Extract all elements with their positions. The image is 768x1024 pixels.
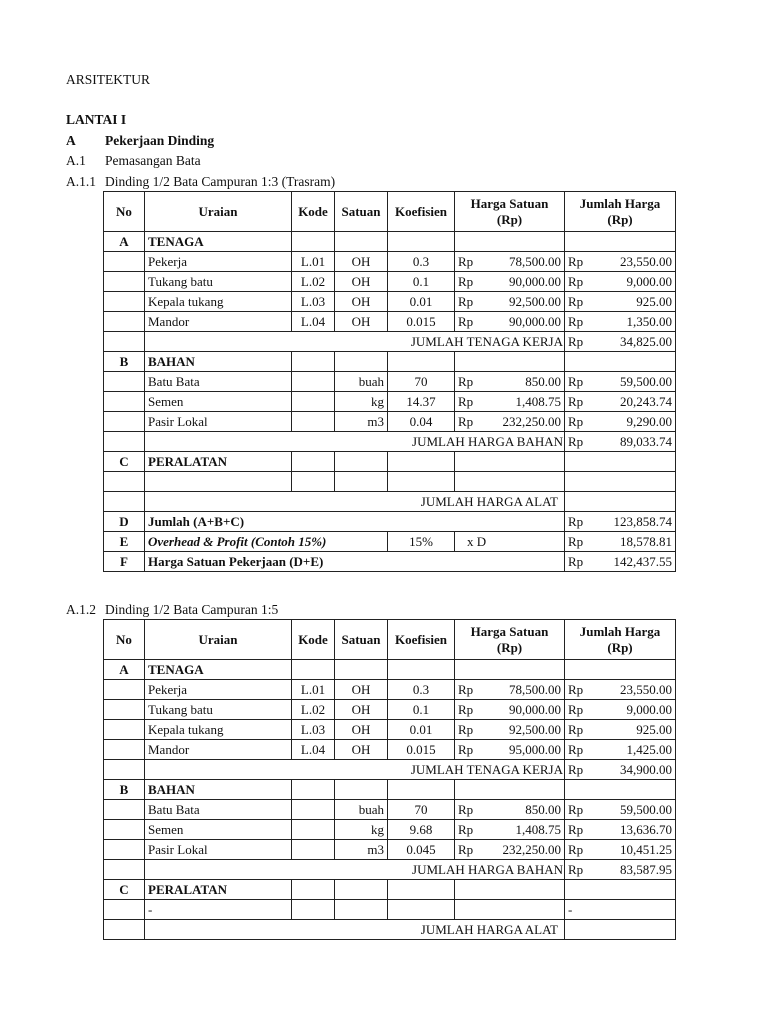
currency-label: Rp	[458, 254, 474, 269]
table-row	[104, 700, 676, 720]
currency-label: Rp	[568, 742, 584, 757]
table-row	[104, 372, 676, 392]
cell-koefisien: 0.045	[388, 840, 455, 860]
header-satuan: Satuan	[335, 192, 388, 232]
currency-label: Rp	[568, 534, 584, 549]
cell-uraian	[145, 472, 292, 492]
subgroup-code: A.1	[66, 153, 86, 168]
cell-jumlah	[565, 700, 676, 720]
jumlah-value: 925.00	[636, 722, 672, 737]
harga-value: 92,500.00	[509, 722, 561, 737]
table-row	[104, 900, 676, 920]
cell-koefisien: 0.3	[388, 252, 455, 272]
currency-label: Rp	[458, 822, 474, 837]
harga-value: 850.00	[525, 374, 561, 389]
subtotal-row-bahan	[104, 860, 676, 880]
harga-value: 850.00	[525, 802, 561, 817]
cell-harga	[455, 840, 565, 860]
ahsp-table-2	[103, 619, 676, 940]
jumlah-value: 59,500.00	[620, 374, 672, 389]
subtotal-value	[565, 432, 676, 452]
table-row	[104, 312, 676, 332]
header-uraian: Uraian	[145, 620, 292, 660]
harga-value: 1,408.75	[515, 822, 561, 837]
cell-uraian: Semen	[145, 820, 292, 840]
jumlah-value: 9,000.00	[626, 702, 672, 717]
cell-satuan: kg	[335, 820, 388, 840]
table-row	[104, 800, 676, 820]
harga-value: 90,000.00	[509, 314, 561, 329]
cell-harga	[455, 292, 565, 312]
cell-harga	[455, 740, 565, 760]
section-no: C	[104, 880, 145, 900]
summary-label: Overhead & Profit (Contoh 15%)	[145, 532, 388, 552]
summary-multiplier: x D	[455, 532, 565, 552]
cell-harga	[455, 680, 565, 700]
subtotal-label: JUMLAH TENAGA KERJA	[145, 760, 565, 780]
table-row	[104, 840, 676, 860]
cell-satuan: OH	[335, 312, 388, 332]
jumlah-value: 59,500.00	[620, 802, 672, 817]
cell-satuan: OH	[335, 700, 388, 720]
jumlah-value: 20,243.74	[620, 394, 672, 409]
cell-jumlah	[565, 472, 676, 492]
harga-value: 232,250.00	[502, 414, 561, 429]
currency-label: Rp	[568, 682, 584, 697]
item-code: A.1.1	[66, 174, 96, 189]
cell-satuan: OH	[335, 740, 388, 760]
cell-satuan: buah	[335, 800, 388, 820]
cell-koefisien: 0.1	[388, 700, 455, 720]
cell-koefisien: 70	[388, 800, 455, 820]
section-row-peralatan	[104, 452, 676, 472]
cell-harga	[455, 412, 565, 432]
cell-uraian: Batu Bata	[145, 372, 292, 392]
cell-kode	[292, 840, 335, 860]
subtotal-label: JUMLAH TENAGA KERJA	[145, 332, 565, 352]
cell-uraian: Tukang batu	[145, 700, 292, 720]
cell-uraian: Mandor	[145, 312, 292, 332]
currency-label: Rp	[458, 414, 474, 429]
cell-uraian: Tukang batu	[145, 272, 292, 292]
item-title: Dinding 1/2 Bata Campuran 1:5	[105, 602, 279, 617]
subgroup-label: Pemasangan Bata	[105, 153, 201, 168]
header-harga-satuan: Harga Satuan (Rp)	[455, 620, 565, 660]
cell-satuan: m3	[335, 840, 388, 860]
cell-koefisien: 9.68	[388, 820, 455, 840]
currency-label: Rp	[568, 514, 584, 529]
table-row	[104, 720, 676, 740]
currency-label: Rp	[568, 822, 584, 837]
cell-kode: L.03	[292, 292, 335, 312]
cell-harga	[455, 372, 565, 392]
subtotal-row-bahan	[104, 432, 676, 452]
subtotal-row-peralatan	[104, 492, 676, 512]
summary-percentage: 15%	[388, 532, 455, 552]
currency-label: Rp	[568, 722, 584, 737]
subtotal-amount: 34,900.00	[620, 762, 672, 777]
cell-kode: L.02	[292, 272, 335, 292]
header-no: No	[104, 192, 145, 232]
cell-kode	[292, 412, 335, 432]
table-row	[104, 272, 676, 292]
table-row	[104, 252, 676, 272]
summary-value	[565, 552, 676, 572]
summary-no: F	[104, 552, 145, 572]
section-no: C	[104, 452, 145, 472]
jumlah-value: 1,425.00	[626, 742, 672, 757]
cell-kode	[292, 372, 335, 392]
cell-koefisien: 0.015	[388, 740, 455, 760]
cell-uraian: Pasir Lokal	[145, 412, 292, 432]
currency-label: Rp	[458, 314, 474, 329]
currency-label: Rp	[458, 294, 474, 309]
subtotal-value	[565, 860, 676, 880]
header-koefisien: Koefisien	[388, 620, 455, 660]
table-row	[104, 472, 676, 492]
cell-jumlah	[565, 740, 676, 760]
jumlah-value: 9,000.00	[626, 274, 672, 289]
summary-value	[565, 532, 676, 552]
section-label: BAHAN	[145, 352, 292, 372]
header-no: No	[104, 620, 145, 660]
cell-uraian: Pasir Lokal	[145, 840, 292, 860]
section-row-tenaga	[104, 232, 676, 252]
table-row	[104, 820, 676, 840]
harga-value: 1,408.75	[515, 394, 561, 409]
cell-koefisien: 0.3	[388, 680, 455, 700]
currency-label: Rp	[568, 374, 584, 389]
table-row	[104, 392, 676, 412]
cell-kode: L.01	[292, 252, 335, 272]
cell-uraian: -	[145, 900, 292, 920]
currency-label: Rp	[568, 762, 584, 777]
summary-amount: 123,858.74	[613, 514, 672, 529]
cell-uraian: Semen	[145, 392, 292, 412]
section-no: A	[104, 232, 145, 252]
table-row	[104, 680, 676, 700]
cell-kode	[292, 800, 335, 820]
section-no: B	[104, 352, 145, 372]
cell-jumlah	[565, 392, 676, 412]
currency-label: Rp	[458, 742, 474, 757]
table-row	[104, 740, 676, 760]
cell-jumlah	[565, 312, 676, 332]
summary-amount: 142,437.55	[613, 554, 672, 569]
cell-jumlah	[565, 252, 676, 272]
cell-satuan: OH	[335, 292, 388, 312]
summary-row-e	[104, 532, 676, 552]
cell-koefisien: 14.37	[388, 392, 455, 412]
jumlah-value: 13,636.70	[620, 822, 672, 837]
subtotal-label: JUMLAH HARGA ALAT	[145, 920, 565, 940]
currency-label: Rp	[568, 862, 584, 877]
jumlah-value: 23,550.00	[620, 254, 672, 269]
summary-row-f	[104, 552, 676, 572]
currency-label: Rp	[568, 842, 584, 857]
ahsp-table-1	[103, 191, 676, 572]
harga-value: 90,000.00	[509, 702, 561, 717]
cell-kode: L.01	[292, 680, 335, 700]
subtotal-label: JUMLAH HARGA BAHAN	[145, 860, 565, 880]
header-koefisien: Koefisien	[388, 192, 455, 232]
table-header-row	[104, 620, 676, 660]
cell-satuan: kg	[335, 392, 388, 412]
header-uraian: Uraian	[145, 192, 292, 232]
table-row	[104, 292, 676, 312]
currency-label: Rp	[568, 554, 584, 569]
cell-jumlah	[565, 840, 676, 860]
section-row-tenaga	[104, 660, 676, 680]
section-label: TENAGA	[145, 232, 292, 252]
cell-harga	[455, 392, 565, 412]
cell-harga	[455, 720, 565, 740]
group-label: Pekerjaan Dinding	[105, 133, 215, 148]
cell-uraian: Kepala tukang	[145, 292, 292, 312]
summary-row-d	[104, 512, 676, 532]
summary-label: Jumlah (A+B+C)	[145, 512, 565, 532]
section-row-bahan	[104, 352, 676, 372]
cell-satuan: OH	[335, 720, 388, 740]
subtotal-row-tenaga	[104, 760, 676, 780]
cell-jumlah: -	[565, 900, 676, 920]
subtotal-row-tenaga	[104, 332, 676, 352]
subtotal-amount: 34,825.00	[620, 334, 672, 349]
harga-value: 232,250.00	[502, 842, 561, 857]
currency-label: Rp	[568, 294, 584, 309]
harga-value: 78,500.00	[509, 682, 561, 697]
currency-label: Rp	[568, 314, 584, 329]
cell-harga	[455, 800, 565, 820]
subtotal-value	[565, 332, 676, 352]
cell-satuan: OH	[335, 680, 388, 700]
cell-uraian: Mandor	[145, 740, 292, 760]
subtotal-amount: 89,033.74	[620, 434, 672, 449]
cell-jumlah	[565, 292, 676, 312]
summary-no: E	[104, 532, 145, 552]
header-kode: Kode	[292, 620, 335, 660]
subtotal-label: JUMLAH HARGA ALAT	[145, 492, 565, 512]
currency-label: Rp	[458, 682, 474, 697]
table-header-row	[104, 192, 676, 232]
table-row	[104, 412, 676, 432]
cell-koefisien: 0.01	[388, 720, 455, 740]
floor-title: LANTAI I	[66, 112, 127, 127]
header-jumlah-harga: Jumlah Harga (Rp)	[565, 620, 676, 660]
header-harga-satuan: Harga Satuan (Rp)	[455, 192, 565, 232]
harga-value: 90,000.00	[509, 274, 561, 289]
cell-uraian: Pekerja	[145, 680, 292, 700]
harga-value: 92,500.00	[509, 294, 561, 309]
cell-koefisien: 70	[388, 372, 455, 392]
cell-satuan: buah	[335, 372, 388, 392]
cell-koefisien: 0.015	[388, 312, 455, 332]
currency-label: Rp	[568, 434, 584, 449]
header-satuan: Satuan	[335, 620, 388, 660]
currency-label: Rp	[458, 802, 474, 817]
jumlah-value: 925.00	[636, 294, 672, 309]
section-label: BAHAN	[145, 780, 292, 800]
currency-label: Rp	[568, 702, 584, 717]
summary-no: D	[104, 512, 145, 532]
subtotal-row-peralatan	[104, 920, 676, 940]
harga-value: 95,000.00	[509, 742, 561, 757]
jumlah-value: 10,451.25	[620, 842, 672, 857]
header-kode: Kode	[292, 192, 335, 232]
harga-value: 78,500.00	[509, 254, 561, 269]
cell-koefisien: 0.01	[388, 292, 455, 312]
section-title: ARSITEKTUR	[66, 72, 150, 87]
group-code: A	[66, 133, 76, 148]
subtotal-amount: 83,587.95	[620, 862, 672, 877]
cell-kode: L.04	[292, 740, 335, 760]
header-jumlah-harga: Jumlah Harga (Rp)	[565, 192, 676, 232]
cell-jumlah	[565, 720, 676, 740]
section-row-bahan	[104, 780, 676, 800]
currency-label: Rp	[458, 274, 474, 289]
cell-jumlah	[565, 272, 676, 292]
currency-label: Rp	[568, 254, 584, 269]
cell-harga	[455, 252, 565, 272]
cell-harga	[455, 820, 565, 840]
cell-koefisien: 0.04	[388, 412, 455, 432]
cell-satuan: m3	[335, 412, 388, 432]
cell-satuan: OH	[335, 252, 388, 272]
cell-kode: L.04	[292, 312, 335, 332]
cell-harga	[455, 700, 565, 720]
section-no: A	[104, 660, 145, 680]
subtotal-label: JUMLAH HARGA BAHAN	[145, 432, 565, 452]
section-no: B	[104, 780, 145, 800]
jumlah-value: 23,550.00	[620, 682, 672, 697]
currency-label: Rp	[458, 842, 474, 857]
cell-kode: L.02	[292, 700, 335, 720]
cell-harga	[455, 272, 565, 292]
cell-jumlah	[565, 680, 676, 700]
cell-uraian: Pekerja	[145, 252, 292, 272]
cell-jumlah	[565, 800, 676, 820]
cell-uraian: Kepala tukang	[145, 720, 292, 740]
currency-label: Rp	[568, 414, 584, 429]
cell-kode	[292, 392, 335, 412]
section-label: PERALATAN	[145, 880, 292, 900]
section-row-peralatan	[104, 880, 676, 900]
cell-harga	[455, 312, 565, 332]
summary-value	[565, 512, 676, 532]
cell-satuan: OH	[335, 272, 388, 292]
item-code: A.1.2	[66, 602, 96, 617]
currency-label: Rp	[568, 274, 584, 289]
currency-label: Rp	[458, 722, 474, 737]
cell-uraian: Batu Bata	[145, 800, 292, 820]
currency-label: Rp	[458, 702, 474, 717]
subtotal-value	[565, 760, 676, 780]
currency-label: Rp	[458, 394, 474, 409]
summary-label: Harga Satuan Pekerjaan (D+E)	[145, 552, 565, 572]
section-label: PERALATAN	[145, 452, 292, 472]
jumlah-value: 9,290.00	[626, 414, 672, 429]
cell-jumlah	[565, 372, 676, 392]
item-title: Dinding 1/2 Bata Campuran 1:3 (Trasram)	[105, 174, 336, 189]
cell-jumlah	[565, 820, 676, 840]
currency-label: Rp	[568, 802, 584, 817]
summary-amount: 18,578.81	[620, 534, 672, 549]
cell-kode	[292, 820, 335, 840]
currency-label: Rp	[458, 374, 474, 389]
currency-label: Rp	[568, 334, 584, 349]
cell-koefisien: 0.1	[388, 272, 455, 292]
currency-label: Rp	[568, 394, 584, 409]
cell-kode: L.03	[292, 720, 335, 740]
jumlah-value: 1,350.00	[626, 314, 672, 329]
section-label: TENAGA	[145, 660, 292, 680]
cell-jumlah	[565, 412, 676, 432]
